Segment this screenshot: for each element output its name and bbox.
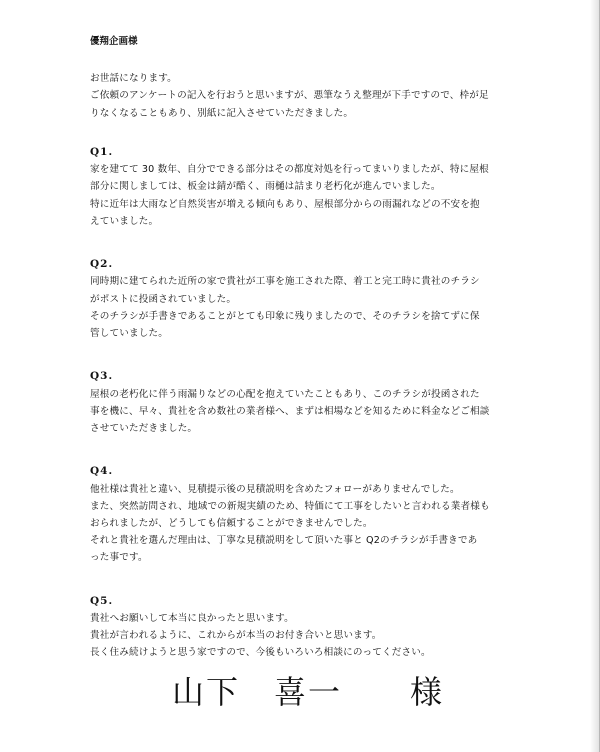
- question-label: Q1.: [90, 146, 114, 158]
- answer-line: また、突然訪問され、地域での新規実績のため、特価にて工事をしたいと言われる業者様も: [90, 500, 490, 512]
- signature-name: 山下 喜一 様: [172, 673, 445, 711]
- answer-line: 貴社へお願いして本当に良かったと思います。: [90, 613, 294, 625]
- answer-line: そのチラシが手書きであることがとても印象に残りましたので、そのチラシを捨てずに保: [90, 310, 480, 322]
- page-edge-shadow: [590, 0, 600, 752]
- intro-line: ご依頼のアンケートの記入を行おうと思いますが、悪筆なうえ整理が下手ですので、枠が足: [90, 90, 489, 102]
- answer-q3: [90, 368, 530, 437]
- letter-body: [90, 33, 530, 662]
- answer-q4: [90, 463, 530, 566]
- intro-line: お世話になります。: [90, 73, 177, 85]
- answer-line: がポストに投函されていました。: [90, 293, 237, 305]
- answer-line: おられましたが、どうしても信頼することができませんでした。: [90, 518, 373, 530]
- answer-line: 事を機に、早々、貴社を含め数社の業者様へ、まずは相場などを知るために料金などご相談: [90, 405, 490, 417]
- addressee: 優翔企画様: [90, 36, 138, 47]
- answer-line: えていました。: [90, 215, 159, 227]
- answer-line: 屋根の老朽化に伴う雨漏りなどの心配を抱えていたこともあり、このチラシが投函された: [90, 388, 480, 400]
- answer-line: 他社様は貴社と違い、見積提示後の見積説明を含めたフォローがありませんでした。: [90, 483, 460, 495]
- answer-line: させていただきました。: [90, 423, 198, 435]
- answer-line: 長く住み続けようと思う家ですので、今後もいろいろ相談にのってください。: [90, 647, 431, 659]
- answer-line: った事です。: [90, 552, 148, 564]
- answer-line: 管していました。: [90, 328, 168, 340]
- intro-line: りなくなることもあり、別紙に記入させていただきました。: [90, 107, 354, 119]
- intro-paragraph: [90, 70, 530, 122]
- question-label: Q2.: [90, 258, 114, 271]
- answer-q5: [90, 593, 530, 662]
- answer-q2: [90, 256, 530, 342]
- answer-line: それと貴社を選んだ理由は、丁寧な見積説明をして頂いた事と Q2のチラシが手書きであ: [90, 535, 478, 547]
- question-label: Q5.: [90, 594, 114, 607]
- answer-line: 部分に関しましては、板金は錆が酷く、雨樋は詰まり老朽化が進んでいました。: [90, 181, 441, 193]
- answer-line: 家を建てて 30 数年、自分でできる部分はその都度対処を行ってまいりましたが、特に屋根: [90, 164, 489, 176]
- answer-q1: [90, 144, 530, 230]
- answer-line: 同時期に建てられた近所の家で貴社が工事を施工された際、着工と完工時に貴社のチラシ: [90, 276, 480, 288]
- answer-line: 貴社が言われるように、これからが本当のお付き合いと思います。: [90, 630, 382, 642]
- question-label: Q4.: [90, 465, 114, 478]
- question-label: Q3.: [90, 370, 114, 383]
- answer-line: 特に近年は大雨など自然災害が増える傾向もあり、屋根部分からの雨漏れなどの不安を抱: [90, 198, 480, 210]
